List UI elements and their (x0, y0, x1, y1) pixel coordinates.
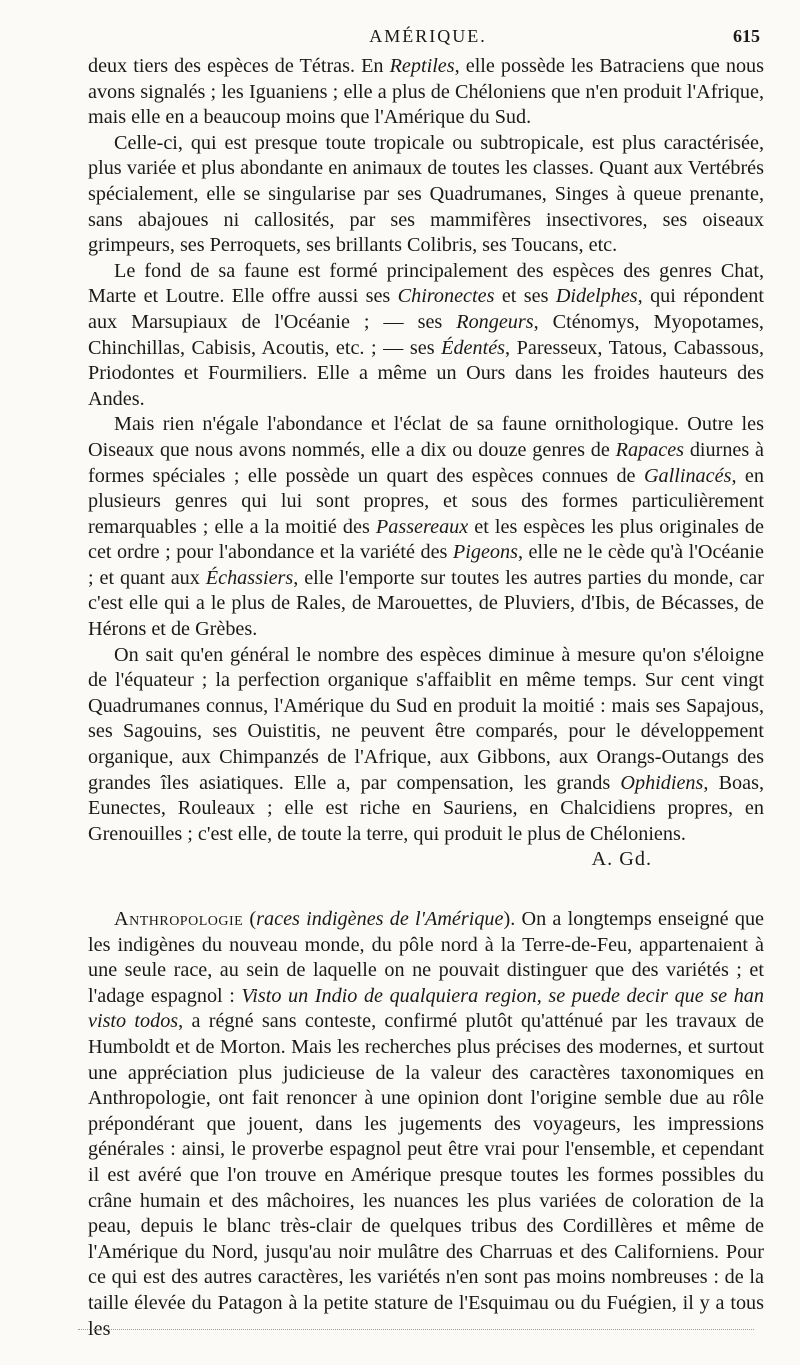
text-run: et les espèces les plus originales de cet ordre ; pour l'abondance et la variété des (88, 515, 764, 564)
document-body (88, 54, 764, 1342)
italic-term: Passereaux (375, 515, 469, 538)
paragraph (88, 131, 764, 259)
paragraph-anthropologie (88, 907, 764, 1342)
text-run: diurnes à formes spéciales ; elle possède un quart des espèces connues de (88, 438, 765, 487)
text-run: Mais rien n'égale l'abondance et l'éclat de sa faune ornithologique. Outre les Oiseaux que nous avons nommés, elle a dix ou douze genres de (88, 413, 764, 461)
author-signature: A. Gd. (591, 848, 652, 871)
text-run: ( (243, 908, 257, 930)
italic-term: Chironectes (397, 285, 495, 308)
italic-term: Rapaces (615, 438, 685, 461)
page-number: 615 (733, 26, 760, 46)
text-run: , a régné sans conteste, confirmé plutôt qu'atténué par les travaux de Humboldt et de Morton. Mais les recherches plus précises des modernes, et surtout une appréciation plus judicieuse de la valeur des caractères taxonomiques en Anthropologie, ont fait renoncer à une opinion dont l'origine semble due au rôle prépondérant que jouent, dans les jugements des voyageurs, les impressions générales : ainsi, le proverbe espagnol peut être vrai pour l'ensemble, et cependant il est avéré que l'on trouve en Amérique presque toutes les formes possibles du crâne humain et des mâchoires, les nuances les plus variées de coloration de la peau, depuis le blanc très-clair de quelques tribus des Cordillères et même de l'Amérique du Nord, jusqu'au noir mulâtre des Charruas et des Californiens. Pour ce qui est des autres caractères, les variétés n'en sont pas moins nombreuses : de la taille élevée du Patagon à la petite stature de l'Esquimau ou du Fuégien, il y a tous les (88, 1010, 764, 1340)
running-title: AMÉRIQUE. (369, 26, 487, 46)
italic-term: Pigeons (452, 541, 518, 564)
paragraph (88, 643, 764, 848)
italic-term: Visto un Indio de qualquiera region, se puede decir que se han visto todos (88, 984, 764, 1033)
text-run: , elle l'emporte sur toutes les autres parties du monde, car c'est elle qui a le plus de Rales, de Marouettes, de Pluviers, d'Ibis, de Bécasses, de Hérons et de Grèbes. (88, 566, 764, 641)
text-run: , elle possède les Batraciens que nous avons signalés ; les Iguaniens ; elle a plus de Chéloniens que n'en produit l'Afrique, mais elle en a beaucoup moins que l'Amérique du Sud. (88, 55, 764, 129)
running-header (96, 26, 760, 52)
italic-term: Ophidiens (620, 771, 704, 794)
section-heading-term: Anthropologie (114, 908, 244, 930)
text-run: , elle ne le cède qu'à l'Océanie ; et quant aux (88, 541, 764, 589)
italic-term: races indigènes de l'Amérique (256, 908, 504, 930)
italic-term: Reptiles (389, 55, 455, 77)
italic-term: Échassiers (205, 566, 294, 589)
paragraph (88, 54, 764, 131)
text-run: ). On a longtemps enseigné que les indigènes du nouveau monde, du pôle nord à la Terre-de-Feu, appartenaient à une seule race, au sein de laquelle on ne pouvait distinguer que des variétés ; et l'adage espagnol : (88, 908, 765, 1007)
text-run: , qui répondent aux Marsupiaux de l'Océanie ; — ses (88, 285, 764, 333)
italic-term: Édentés (441, 336, 506, 359)
paragraph (88, 412, 764, 642)
text-run: , en plusieurs genres qui lui sont propres, et sous des formes particulièrement remarquables ; elle a la moitié des (88, 464, 764, 538)
italic-term: Gallinacés (643, 464, 732, 487)
text-run: deux tiers des espèces de Tétras. En (88, 55, 390, 77)
text-run: , Paresseux, Tatous, Cabassous, Priodontes et Fourmiliers. Elle a même un Ours dans les froides hauteurs des Andes. (88, 336, 764, 410)
text-run: , Boas, Eunectes, Rouleaux ; elle est riche en Sauriens, en Chalcidiens propres, en Grenouilles ; c'est elle, de toute la terre, qui produit le plus de Chéloniens. (88, 771, 764, 845)
text-run: On sait qu'en général le nombre des espèces diminue à mesure qu'on s'éloigne de l'équateur ; la perfection organique s'affaiblit en même temps. Sur cent vingt Quadrumanes connus, l'Amérique du Sud en produit la moitié : mais ses Sapajous, ses Sagouins, ses Ouistitis, ne peuvent être comparés, pour le développement organique, aux Chimpanzés de l'Afrique, aux Gibbons, aux Orangs-Outangs des grandes îles asiatiques. Elle a, par compensation, les grands (88, 643, 764, 794)
text-run: Le fond de sa faune est formé principalement des espèces des genres Chat, Marte et Loutre. Elle offre aussi ses (88, 259, 764, 308)
italic-term: Didelphes (555, 285, 638, 308)
text-run: , Cténomys, Myopotames, Chinchillas, Cabisis, Acoutis, etc. ; — ses (88, 310, 764, 359)
paragraph (88, 259, 764, 413)
italic-term: Rongeurs (456, 310, 534, 333)
text-run: Celle-ci, qui est presque toute tropicale ou subtropicale, est plus caractérisée, plus variée et plus abondante en animaux de toutes les classes. Quant aux Vertébrés spécialement, elle se singularise par ses Quadrumanes, Singes à queue prenante, sans abajoues ni callosités, par ses mammifères insectivores, ses oiseaux grimpeurs, ses Perroquets, ses brillants Colibris, ses Toucans, etc. (88, 131, 764, 257)
text-run: et ses (494, 285, 556, 308)
footer-rule (78, 1329, 754, 1330)
